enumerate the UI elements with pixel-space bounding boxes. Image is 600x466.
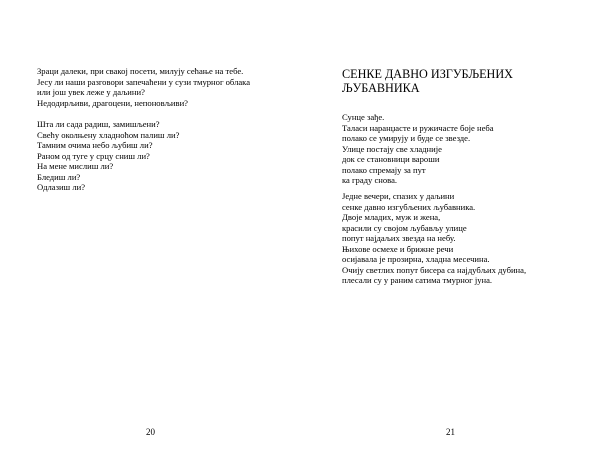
poem-line: красили су својом љубављу улице [342, 222, 467, 233]
poem-line: Очију светлих попут бисера са најдубљих дубина, [342, 264, 527, 275]
poem-line: Шта ли сада радиш, замишљени? [37, 119, 160, 129]
poem-line: Таласи наранџасте и ружичасте боје неба [342, 122, 494, 133]
right-stanza-1 [342, 112, 494, 186]
poem-line: плесали су у раним сатима тмурног јуна. [342, 275, 493, 285]
poem-line: Одлазиш ли? [37, 182, 86, 192]
poem-line: ка граду снова. [342, 175, 398, 185]
page-number: 20 [146, 427, 155, 437]
poem-line: Свећу околњену хладноћом палиш ли? [37, 129, 180, 140]
poem-line: док се становници вароши [342, 154, 440, 164]
poem-line: Јесу ли наши разговори запечаћени у сузи тмурног облака [37, 76, 251, 87]
poem-line: Двоје младих, муж и жена, [342, 212, 441, 222]
poem-line: Улице постају све хладније [342, 143, 442, 154]
right-page [300, 0, 600, 466]
left-stanza-2 [37, 119, 179, 193]
poem-line: полако се умирују и буде се звезде. [342, 133, 471, 143]
poem-line: сенке давно изгубљених љубавника. [342, 201, 476, 212]
poem-line: осијавала је прозирна, хладна месечина. [342, 254, 490, 264]
poem-line: Недодирљиви, драгоцени, непоновљиви? [37, 97, 188, 108]
poem-title-line: СЕНКЕ ДАВНО ИЗГУБЉЕНИХ [342, 67, 513, 81]
poem-line: Сунце зађе. [342, 112, 385, 122]
page-number: 21 [446, 427, 455, 437]
left-stanza-1 [37, 66, 250, 108]
poem-line: На мене мислиш ли? [37, 161, 114, 171]
poem-line: или још увек леже у даљини? [37, 87, 145, 97]
poem-title [342, 67, 513, 95]
poem-line: Зраци далеки, при свакој посети, милују сећање на тебе. [37, 66, 244, 76]
poem-line: Једне вечери, спазих у даљини [342, 191, 455, 201]
poem-line: Бледиш ли? [37, 171, 81, 182]
poem-line: попут најдаљих звезда на небу. [342, 233, 456, 243]
right-stanza-2 [342, 191, 526, 286]
poem-line: Тамним очима небо љубиш ли? [37, 140, 153, 150]
poem-line: Раном од туге у срцу сниш ли? [37, 150, 150, 161]
poem-line: Њихове осмехе и брижне речи [342, 243, 454, 254]
poem-title-line: ЉУБАВНИКА [342, 81, 420, 95]
poem-line: полако спремају за пут [342, 164, 426, 175]
